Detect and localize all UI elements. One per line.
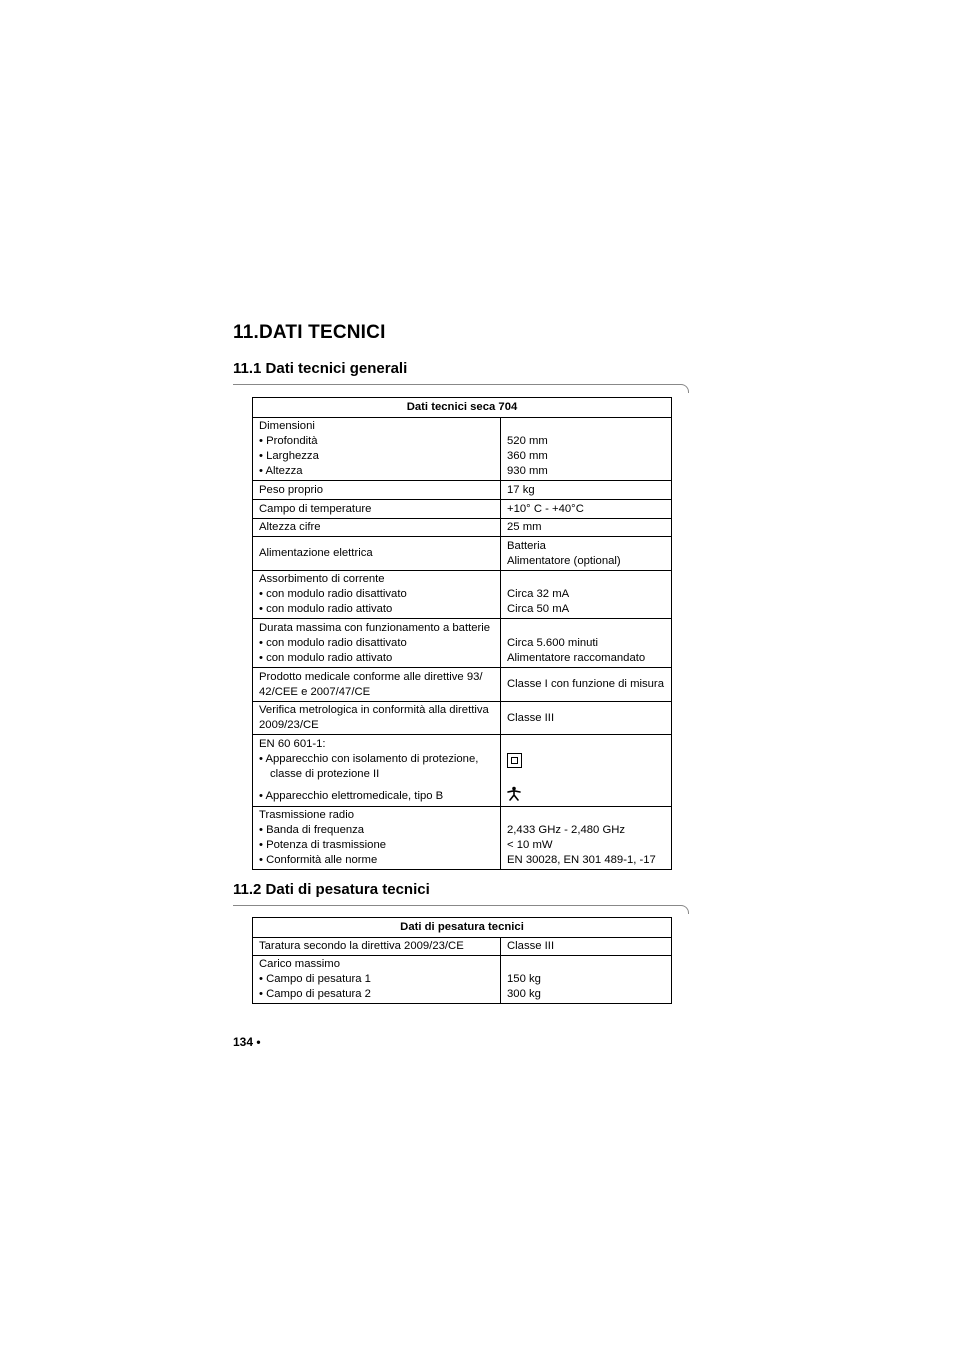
section-title-general: 11.1 Dati tecnici generali [233, 360, 408, 377]
row-label: Dimensioni • Profondità • Larghezza • Altezza [253, 418, 501, 481]
table-row [253, 571, 672, 619]
table-row [253, 938, 672, 956]
row-value: 150 kg 300 kg [501, 956, 672, 1004]
row-label: Trasmissione radio • Banda di frequenza • Potenza di trasmissione • Conformità alle norme [253, 807, 501, 870]
row-label: Verifica metrologica in conformità alla direttiva 2009/23/CE [253, 702, 501, 735]
protection-class-ii-icon [507, 753, 522, 768]
chapter-number: 11. [233, 322, 259, 343]
chapter-title-text: DATI TECNICI [258, 322, 386, 343]
row-value: Classe I con funzione di misura [501, 668, 672, 702]
row-value: Circa 32 mA Circa 50 mA [501, 571, 672, 619]
section-divider [233, 905, 681, 906]
row-value: Classe III [501, 702, 672, 735]
table-row [253, 500, 672, 519]
row-label: Alimentazione elettrica [253, 537, 501, 571]
row-value: Circa 5.600 minuti Alimentatore raccomandato [501, 619, 672, 668]
row-label: Taratura secondo la direttiva 2009/23/CE [253, 938, 501, 956]
row-value: 25 mm [501, 519, 672, 537]
row-value: Batteria Alimentatore (optional) [501, 537, 672, 571]
table-row [253, 619, 672, 668]
row-label: Carico massimo • Campo di pesatura 1 • Campo di pesatura 2 [253, 956, 501, 1004]
spec-table-weighing [252, 917, 672, 1004]
table-header: Dati di pesatura tecnici [253, 918, 672, 938]
table-row [253, 956, 672, 1004]
page-number: 134 • [233, 1035, 261, 1049]
row-label: Assorbimento di corrente • con modulo radio disattivato • con modulo radio attivato [253, 571, 501, 619]
row-value: 520 mm 360 mm 930 mm [501, 418, 672, 481]
row-value: 2,433 GHz - 2,480 GHz < 10 mW EN 30028, EN 301 489-1, -17 [501, 807, 672, 870]
type-b-applied-part-icon [507, 786, 521, 801]
row-label: EN 60 601-1: • Apparecchio con isolamento di protezione, classe di protezione II • Apparecchio elettromedicale, tipo B [253, 735, 501, 807]
table-row [253, 735, 672, 807]
row-label: Altezza cifre [253, 519, 501, 537]
section-title-weighing: 11.2 Dati di pesatura tecnici [233, 881, 430, 898]
table-row [253, 702, 672, 735]
row-value: +10° C - +40°C [501, 500, 672, 519]
section-divider [233, 384, 681, 385]
row-label: Prodotto medicale conforme alle direttive 93/ 42/CEE e 2007/47/CE [253, 668, 501, 702]
table-header-row [253, 398, 672, 418]
table-header: Dati tecnici seca 704 [253, 398, 672, 418]
spec-table-general [252, 397, 672, 870]
row-label: Durata massima con funzionamento a batterie • con modulo radio disattivato • con modulo radio attivato [253, 619, 501, 668]
row-value: 17 kg [501, 481, 672, 500]
chapter-title [233, 322, 386, 344]
table-row [253, 668, 672, 702]
table-header-row [253, 918, 672, 938]
table-row [253, 537, 672, 571]
table-row [253, 807, 672, 870]
table-row [253, 418, 672, 481]
row-label: Peso proprio [253, 481, 501, 500]
row-label: Campo di temperature [253, 500, 501, 519]
row-value: Classe III [501, 938, 672, 956]
row-value [501, 735, 672, 807]
table-row [253, 519, 672, 537]
table-row [253, 481, 672, 500]
